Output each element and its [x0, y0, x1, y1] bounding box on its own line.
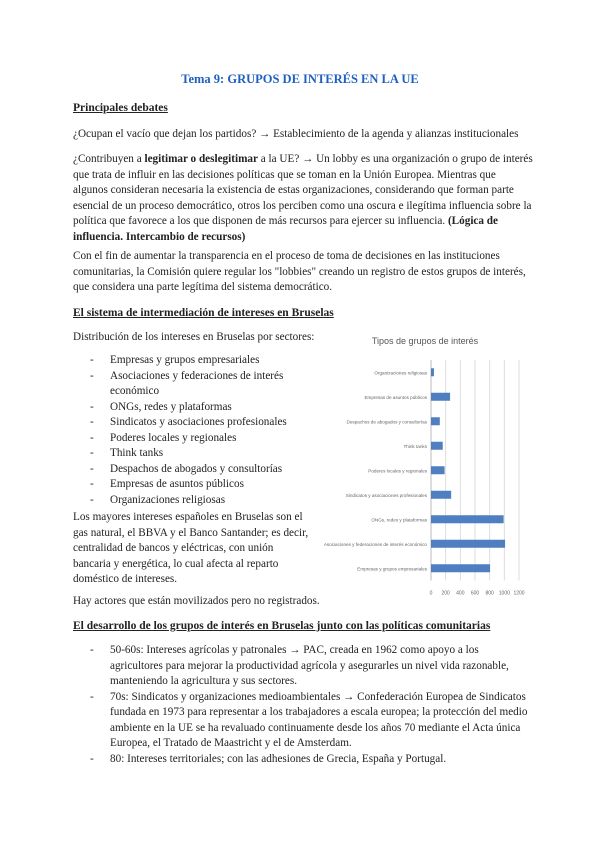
bar — [431, 564, 490, 572]
development-list — [73, 643, 533, 767]
bar — [431, 442, 443, 450]
page-title: Tema 9: GRUPOS DE INTERÉS EN LA UE — [181, 72, 419, 86]
bar — [431, 466, 445, 474]
y-category-label: Organizaciones religiosas — [374, 370, 427, 376]
list-item: - Asociaciones y federaciones de interés económico — [73, 369, 323, 400]
list-item: - 50-60s: Intereses agrícolas y patronales → PAC, creada en 1962 como apoyo a los agricultores para mejorar la productividad agrícola y asegurarles un nivel vida razonable, manteniendo la agricultura y sus sectores. — [73, 643, 533, 690]
paragraph: Con el fin de aumentar la transparencia en el proceso de toma de decisiones en las instituciones comunitarias, la Comisión quiere regular los "lobbies" creando un registro de estos grupos de interés, que considera una parte legítima del sistema democrático. — [73, 250, 526, 293]
x-tick-label: 1200 — [513, 590, 525, 597]
x-tick-label: 200 — [441, 590, 450, 597]
paragraph — [73, 152, 533, 245]
text: ¿Contribuyen a — [73, 153, 145, 165]
list-item: - 80: Intereses territoriales; con las adhesiones de Grecia, España y Portugal. — [73, 752, 533, 768]
sector-list — [73, 353, 323, 508]
y-category-label: ONGs, redes y plataformas — [371, 517, 427, 523]
list-item: - Sindicatos y asociaciones profesionales — [73, 415, 323, 431]
text: legitimar o deslegitimar — [144, 153, 258, 165]
paragraph: ¿Ocupan el vacío que dejan los partidos? → Establecimiento de la agenda y alianzas institucionales — [73, 128, 519, 140]
list-item: - ONGs, redes y plataformas — [73, 400, 323, 416]
x-tick-label: 600 — [470, 590, 480, 597]
y-category-label: Think tanks — [403, 443, 427, 449]
list-item: - Poderes locales y regionales — [73, 431, 323, 447]
list-item: - Despachos de abogados y consultorías — [73, 462, 323, 478]
paragraph: Los mayores intereses españoles en Bruselas son el gas natural, el BBVA y el Banco Santander; es decir, centralidad de bancos y eléctricas, con unión bancaria y energética, lo cual afecta al reparto doméstico de intereses. — [73, 511, 309, 585]
heading-debates: Principales debates — [73, 102, 168, 114]
bar — [431, 417, 440, 425]
y-category-label: Empresas y grupos empresariales — [357, 566, 427, 572]
paragraph: Hay actores que están movilizados pero no registrados. — [73, 595, 320, 607]
y-category-label: Despachos de abogados y consultorías — [346, 419, 427, 425]
x-tick-label: 400 — [456, 590, 465, 597]
text: a la UE? → Un lobby es una organización o grupo de interés que trata de influir en las decisiones políticas que se toman en la Unión Europea. Mientras que algunos consideran necesaria la existencia de estas organizaciones, considerando que forman parte esencial de un proceso democrático, otros los perciben como una oscura e ilegítima influencia sobre la política que favorece a los que disponen de más recursos para ejercer su influencia. — [73, 153, 533, 227]
bar — [431, 491, 451, 499]
bar — [431, 393, 450, 401]
y-category-label: Poderes locales y regionales — [368, 468, 427, 474]
bar — [431, 368, 434, 376]
list-item: - Think tanks — [73, 446, 323, 462]
heading-sistema: El sistema de intermediación de intereses en Bruselas — [73, 307, 334, 319]
y-category-label: Asociaciones y federaciones de interés económico — [323, 541, 427, 547]
y-category-label: Sindicatos y asociaciones profesionales — [345, 492, 427, 498]
x-tick-label: 0 — [429, 590, 433, 597]
paragraph: Distribución de los intereses en Bruselas por sectores: — [73, 331, 315, 343]
list-item: - 70s: Sindicatos y organizaciones medioambientales → Confederación Europea de Sindicatos fundada en 1973 para representar a los trabajadores a escala europea; la protección del medio ambiente en la UE se ha revaluado continuamente desde los años 70 mediante el Acta única Europea, el Tratado de Maastricht y el de Amsterdam. — [73, 690, 533, 752]
list-item: - Empresas de asuntos públicos — [73, 477, 323, 493]
chart-title: Tipos de grupos de interés — [371, 336, 479, 346]
x-tick-label: 800 — [485, 590, 494, 597]
list-item: - Organizaciones religiosas — [73, 493, 323, 509]
bar — [431, 515, 504, 523]
heading-desarrollo: El desarrollo de los grupos de interés en Bruselas junto con las políticas comunitarias — [73, 620, 491, 632]
interest-groups-chart — [310, 330, 540, 597]
y-category-label: Empresas de asuntos públicos — [364, 394, 427, 400]
text: (Lógica de influencia. Intercambio de recursos) — [73, 215, 498, 243]
x-tick-label: 1000 — [498, 590, 510, 597]
bar — [431, 540, 505, 548]
list-item: - Empresas y grupos empresariales — [73, 353, 323, 369]
